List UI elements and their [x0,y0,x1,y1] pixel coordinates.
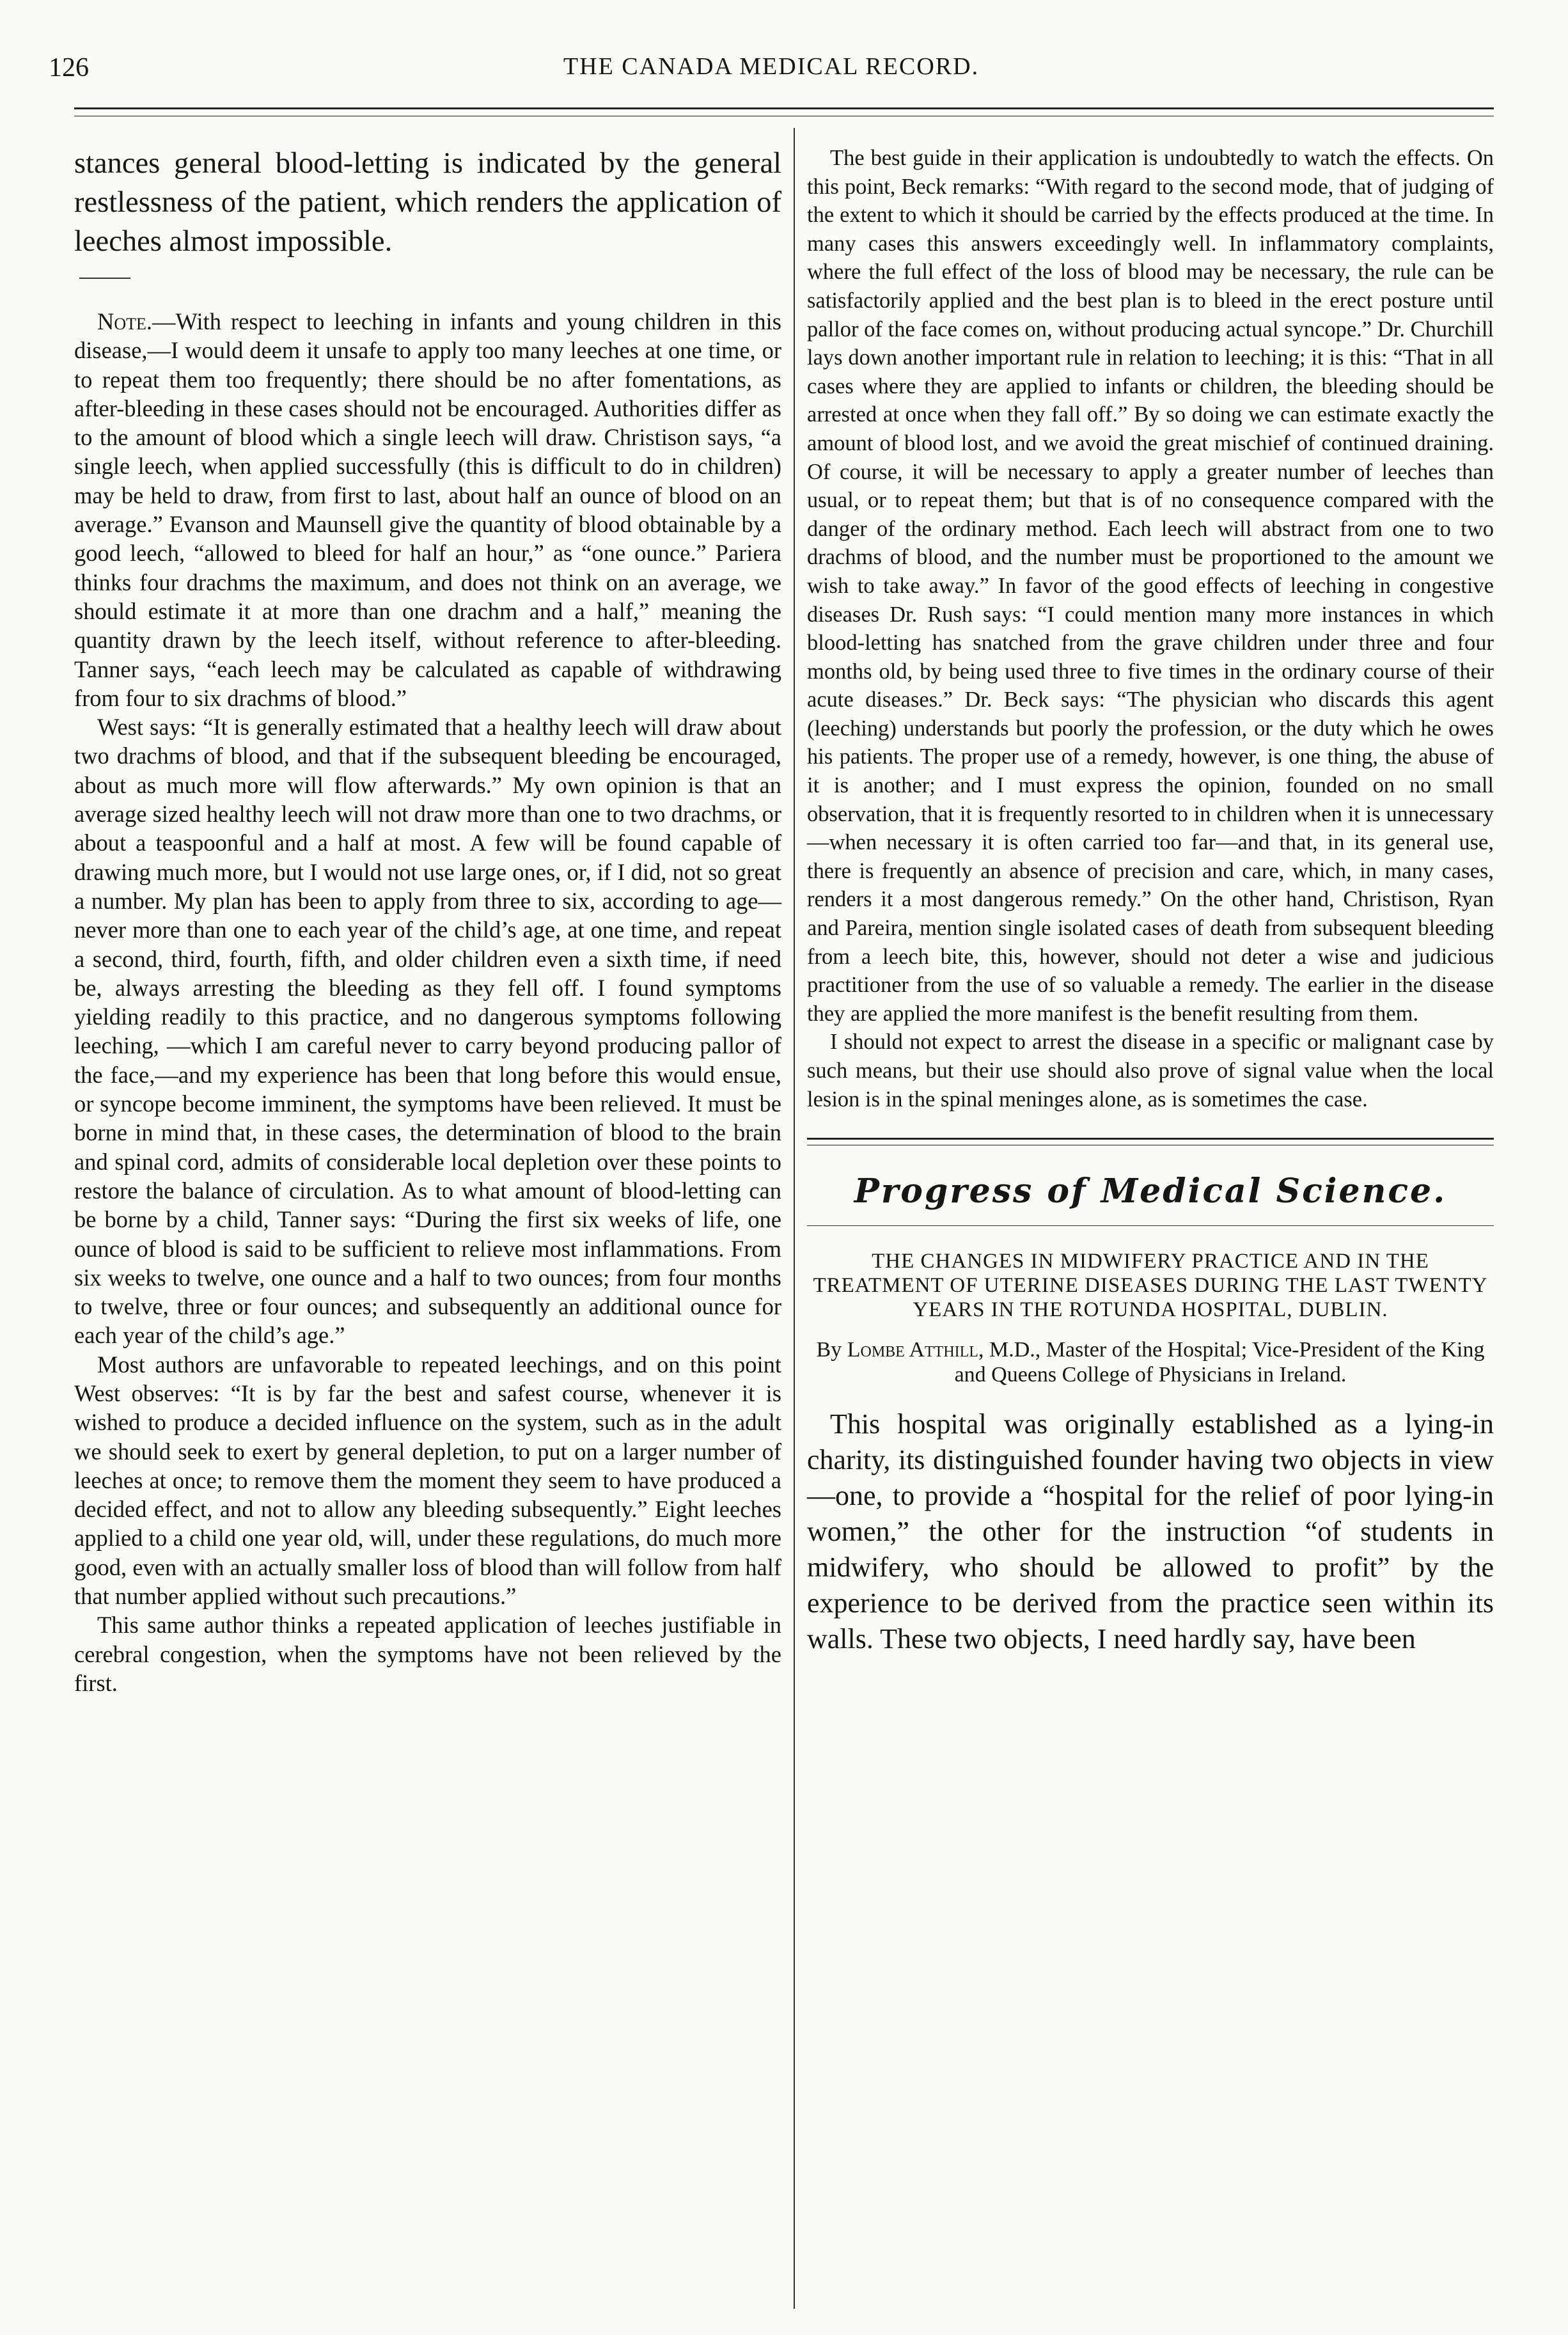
note-label: Note. [97,308,153,334]
body-paragraph: Most authors are unfavorable to repeated leechings, and on this point West observes: “It is by far the best and safest course, whenever it is wished to produce a decided influence on the system, such as in the adult we should seek to exert by general depletion, to put on a larger number of leeches at once; to remove them the moment they seem to have produced a decided effect, and not to allow any bleeding subsequently.” Eight leeches applied to a child one year old, will, under these regulations, do much more good, even with an actually smaller loss of blood than will follow from half that number applied without such precautions.” [74,1351,781,1610]
article-title: THE CHANGES IN MIDWIFERY PRACTICE AND IN THE TREATMENT OF UTERINE DISEASES DURING THE LAST TWENTY YEARS IN THE ROTUNDA HOSPITAL, DUBLIN. [813,1249,1488,1321]
byline-prefix: By [816,1337,847,1362]
byline [807,1337,1494,1387]
column-divider [794,128,795,2309]
byline-rest: , M.D., Master of the Hospital; Vice-President of the King and Queens College of Physicians in Ireland. [954,1337,1485,1387]
running-head: THE CANADA MEDICAL RECORD. [563,53,980,80]
body-paragraph: I should not expect to arrest the disease in a specific or malignant case by such means, but their use should also prove of signal value when the local lesion is in the spinal meninges alone, as is sometimes the case. [807,1030,1494,1112]
section-rule [807,1138,1494,1145]
byline-author: Lombe Atthill [847,1337,978,1362]
header-rule [74,107,1494,116]
title-rule [807,1225,1494,1226]
page-header [49,52,1494,91]
body-paragraph: This same author thinks a repeated application of leeches justifiable in cerebral congestion, when the symptoms have not been relieved by the first. [74,1612,781,1696]
body-paragraph: The best guide in their application is undoubtedly to watch the effects. On this point, Beck remarks: “With regard to the second mode, that of judging of the extent to which it should be carried by the effects produced at the time. In many cases this answers exceedingly well. In inflammatory complaints, where the full effect of the loss of blood may be necessary, the rule can be satisfactorily applied and the best plan is to bleed in the erect posture until pallor of the face comes on, without producing actual syncope.” Dr. Churchill lays down another important rule in relation to leeching; it is this: “That in all cases where they are applied to infants or children, the bleeding should be arrested at once when they fall off.” By so doing we can estimate exactly the amount of blood lost, and we avoid the great mischief of continued draining. Of course, it will be necessary to apply a greater number of leeches than usual, or to repeat them; but that is of no consequence compared with the danger of the ordinary method. Each leech will abstract from one to two drachms of blood, and the number must be proportioned to the amount we wish to take away.” In favor of the good effects of leeching in congestive diseases Dr. Rush says: “I could mention many more instances in which blood-letting has snatched from the grave children under three and four months old, by being used three to five times in the ordinary course of their acute diseases.” Dr. Beck says: “The physician who discards this agent (leeching) understands but poorly the profession, or the duty which he owes his patients. The proper use of a remedy, however, is one thing, the abuse of it is another; and I must express the opinion, founded on no small observation, that it is frequently resorted to in children when it is unnecessary—when necessary it is often carried too far—and that, in its general use, there is frequently an absence of precision and care, which, in many cases, renders it a most dangerous remedy.” On the other hand, Christison, Ryan and Pareira, mention single isolated cases of death from subsequent bleeding from a leech bite, this, however, should not deter a wise and judicious practitioner from the use of so valuable a remedy. The earlier in the disease they are applied the more manifest is the benefit resulting from them. [807,146,1494,1026]
short-rule [79,278,130,279]
note-text: —With respect to leeching in infants and young children in this disease,—I would deem it unsafe to apply too many leeches at one time, or to repeat them too frequently; there should be no after fomentations, as after-bleeding in these cases should not be encouraged. Authorities differ as to the amount of blood which a single leech will draw. Christison says, “a single leech, when applied successfully (this is difficult to do in children) may be held to draw, from first to last, about half an ounce of blood on an average.” Evanson and Maunsell give the quantity of blood obtainable by a good leech, “allowed to bleed for half an hour,” as “one ounce.” Pariera thinks four drachms the maximum, and does not think on an average, we should estimate it at more than one drachm and a half,” meaning the quantity drawn by the leech itself, without reference to after-bleeding. Tanner says, “each leech may be calculated as capable of withdrawing from four to six drachms of blood.” [74,308,781,711]
lead-paragraph: stances general blood-letting is indicated by the general restlessness of the patient, which renders the application of leeches almost impossible. [74,147,781,258]
body-paragraph: West says: “It is generally estimated that a healthy leech will draw about two drachms of blood, and that if the subsequent bleeding be encouraged, about as much more will flow afterwards.” My own opinion is that an average sized healthy leech will not draw more than one to two drachms, or about a teaspoonful and a half at most. A few will be found capable of drawing much more, but I would not use large ones, or, if I did, not so great a number. My plan has been to apply from three to six, according to age—never more than one to each year of the child’s age, at one time, and repeat a second, third, fourth, fifth, and older children even a sixth time, if need be, always arresting the bleeding as they fell off. I found symptoms yielding readily to this practice, and no dangerous symptoms following leeching, —which I am careful never to carry beyond producing pallor of the face,—and my experience has been that long before this would ensue, or syncope become imminent, the symptoms have been relieved. It must be borne in mind that, in these cases, the determination of blood to the brain and spinal cord, admits of considerable local depletion over these points to restore the balance of circulation. As to what amount of blood-letting can be borne by a child, Tanner says: “During the first six weeks of life, one ounce of blood is said to be sufficient to relieve most inflammations. From six weeks to twelve, one ounce and a half to two ounces; from four months to twelve, three or four ounces; and subsequently an additional ounce for each year of the child’s age.” [74,714,781,1349]
right-column [807,144,1494,1657]
article-paragraph: This hospital was originally established as a lying-in charity, its distinguished founder having two objects in view—one, to provide a “hospital for the relief of poor lying-in women,” the other for the instruction “of students in midwifery, who should be allowed to profit” by the experience to be derived from the practice seen within its walls. These two objects, I need hardly say, have been [807,1408,1494,1655]
note-paragraph [74,307,781,712]
left-column [74,144,781,1697]
section-title: Progress of Medical Science. [854,1172,1447,1211]
page-number: 126 [49,53,89,83]
